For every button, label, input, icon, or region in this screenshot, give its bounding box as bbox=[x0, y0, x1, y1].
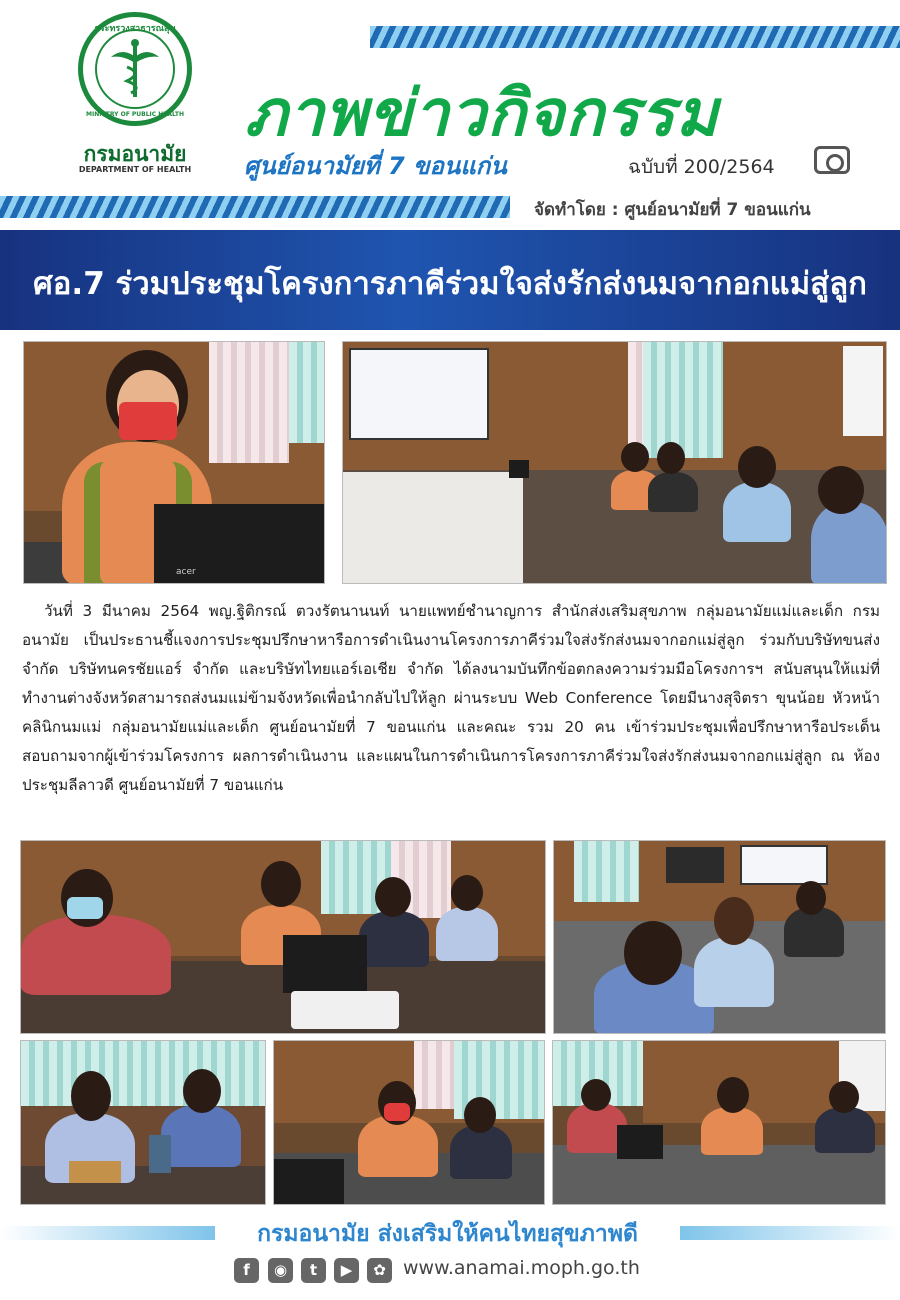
issue-number: ฉบับที่ 200/2564 bbox=[628, 156, 775, 178]
camera-icon bbox=[814, 146, 850, 174]
page-title: ภาพข่าวกิจกรรม bbox=[245, 77, 719, 151]
line-icon[interactable]: ◉ bbox=[268, 1258, 293, 1283]
photo-speaker bbox=[23, 341, 325, 584]
headline-text: ศอ.7 ร่วมประชุมโครงการภาคีร่วมใจส่งรักส่งนมจากอกแม่สู่ลูก bbox=[33, 266, 867, 302]
photo-meeting-room bbox=[342, 341, 887, 584]
photo-participants-3 bbox=[20, 1040, 266, 1205]
page-subtitle: ศูนย์อนามัยที่ 7 ขอนแก่น bbox=[244, 152, 507, 180]
footer-slogan: กรมอนามัย ส่งเสริมให้คนไทยสุขภาพดี bbox=[257, 1221, 638, 1247]
laptop-brand: acer bbox=[176, 567, 196, 577]
photo-participants-4 bbox=[273, 1040, 545, 1205]
website-link[interactable]: www.anamai.moph.go.th bbox=[403, 1257, 640, 1279]
article-body bbox=[22, 597, 880, 800]
person bbox=[723, 482, 791, 542]
decorative-stripe-left bbox=[0, 196, 510, 218]
youtube-icon[interactable]: ▶ bbox=[334, 1258, 359, 1283]
footer-stripe-right bbox=[680, 1226, 900, 1240]
person bbox=[21, 915, 171, 995]
logo-ring-text: กระทรวงสาธารณสุข bbox=[94, 24, 176, 34]
photo-participants-5 bbox=[552, 1040, 886, 1205]
producer-credit: จัดทำโดย : ศูนย์อนามัยที่ 7 ขอนแก่น bbox=[534, 200, 811, 220]
logo-emblem bbox=[95, 29, 175, 109]
photo-participants-1 bbox=[20, 840, 546, 1034]
footer-stripe-left bbox=[0, 1226, 215, 1240]
facebook-icon[interactable]: f bbox=[234, 1258, 259, 1283]
logo-ring-bottom: MINISTRY OF PUBLIC HEALTH bbox=[86, 111, 184, 118]
person bbox=[811, 502, 887, 584]
ministry-logo bbox=[78, 12, 192, 126]
department-name-en: DEPARTMENT OF HEALTH bbox=[78, 165, 192, 174]
article-paragraph: วันที่ 3 มีนาคม 2564 พญ.ฐิติกรณ์ ตวงรัตนานนท์ นายแพทย์ชำนาญการ สำนักส่งเสริมสุขภาพ กลุ่มอนามัยแม่และเด็ก กรมอนามัย เป็นประธานชี้แจงการประชุมปรึกษาหารือการดำเนินงานโครงการภาคีร่วมใจส่งรักส่งนมจากอกแม่สู่ลูก ร่วมกับบริษัทขนส่ง จำกัด บริษัทนครชัยแอร์ จำกัด และบริษัทไทยแอร์เอเชีย จำกัด ได้ลงนามบันทึกข้อตกลงความร่วมมือโครงการฯ สนับสนุนให้แม่ที่ทำงานต่างจังหวัดสามารถส่งนมแม่ข้ามจังหวัดเพื่อนำกลับไปให้ลูก ผ่านระบบ Web Conference โดยมีนางสุจิตรา ขุนน้อย หัวหน้าคลินิกนมแม่ กลุ่มอนามัยแม่และเด็ก ศูนย์อนามัยที่ 7 ขอนแก่น และคณะ รวม 20 คน เข้าร่วมประชุมเพื่อปรึกษาหารือประเด็นสอบถามจากผู้เข้าร่วมโครงการ ผลการดำเนินงาน และแผนในการดำเนินการโครงการภาคีร่วมใจส่งรักส่งนมจากอกแม่สู่ลูก ณ ห้องประชุมลีลาวดี ศูนย์อนามัยที่ 7 ขอนแก่น bbox=[22, 602, 880, 794]
photo-participants-2 bbox=[553, 840, 886, 1034]
projection-screen bbox=[349, 348, 489, 440]
caduceus-icon bbox=[97, 31, 173, 107]
department-name-th: กรมอนามัย bbox=[83, 142, 187, 166]
website-icon[interactable]: ✿ bbox=[367, 1258, 392, 1283]
decorative-stripe-top bbox=[370, 26, 900, 48]
twitter-icon[interactable]: t bbox=[301, 1258, 326, 1283]
